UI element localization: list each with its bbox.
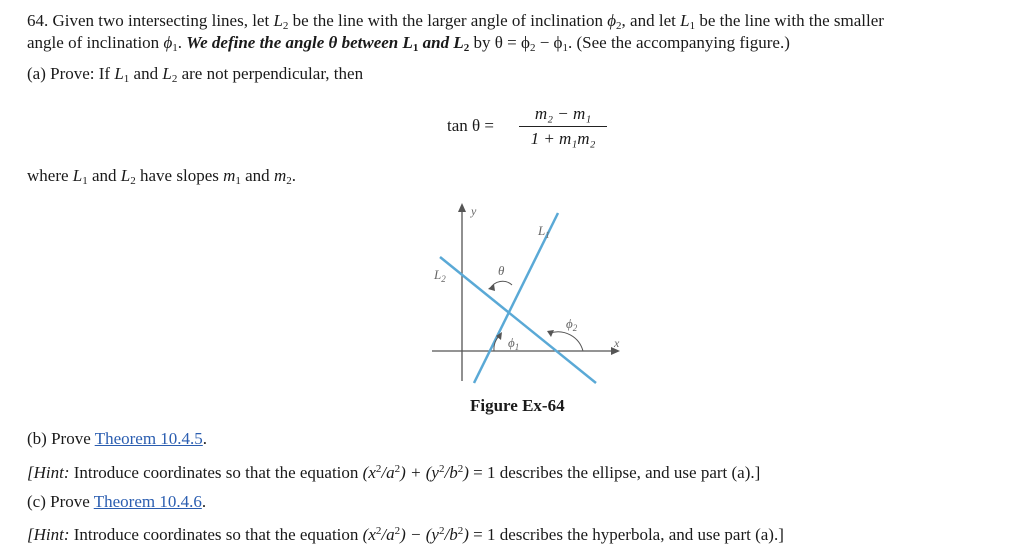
by-text: by θ = ϕ — [473, 33, 530, 52]
theorem-10-4-5-link[interactable]: Theorem 10.4.5 — [94, 429, 203, 448]
see-figure-text: . (See the accompanying figure.) — [568, 33, 790, 52]
L2-symbol: $L_2$ — [273, 11, 289, 32]
phi1-label: $\phi_1$ — [508, 335, 520, 352]
part-b-hint — [27, 459, 760, 483]
equation-fraction — [519, 104, 607, 149]
part-c-hint — [27, 521, 784, 545]
equation-numerator: m₂ − m₁ — [534, 104, 592, 123]
intro-text-2: be the line with the larger angle of inclination — [292, 11, 603, 30]
part-b-label: (b) Prove — [27, 429, 91, 448]
equation-lhs: tan θ = — [447, 116, 494, 135]
figure-ex-64 — [420, 195, 630, 390]
problem-number: 64. — [27, 11, 49, 30]
theorem-10-4-6-link[interactable]: Theorem 10.4.6 — [93, 492, 202, 511]
part-b-suffix: . — [202, 429, 208, 448]
hyperbola-equation: $(x^2/a^2) - (y^2/b^2) = 1$ — [362, 525, 496, 544]
intro-text-3: , and let — [621, 11, 676, 30]
slope-m1: $m_1$ — [223, 166, 241, 187]
where-text: where — [27, 166, 69, 185]
phi2-arc — [550, 332, 583, 351]
part-c-suffix: . — [201, 492, 207, 511]
slopes-and: and — [245, 166, 270, 185]
where-line: where $L_1$ and $L_2$ have slopes $m_1$ and $m_2$. — [27, 166, 296, 187]
where-and: and — [92, 166, 117, 185]
part-c-line — [27, 491, 206, 512]
L1-label: $L_1$ — [538, 223, 550, 240]
L2-symbol-bold: $L_2$ — [453, 33, 470, 54]
L1-symbol-bold: $L_1$ — [402, 33, 419, 54]
intro-text-5: angle of inclination — [27, 33, 160, 52]
problem-line-2: angle of inclination $\phi_1$. We define the angle θ between $L_1$ and $L_2$ by $\theta = \phi_2 - \phi_1$. (See the accompanying figure.) — [27, 33, 790, 54]
phi2-symbol: $\phi_2$ — [607, 11, 622, 32]
figure-caption: Figure Ex-64 — [470, 396, 565, 415]
part-a-and: and — [133, 64, 159, 83]
y-axis-label: y — [471, 204, 477, 218]
part-b-line — [27, 428, 207, 449]
phi1-symbol: $\phi_1$ — [163, 33, 178, 54]
have-slopes-text: have slopes — [140, 166, 219, 185]
x-axis-label: x — [614, 336, 620, 350]
definition-text: We define the angle θ between — [186, 33, 399, 52]
equation-denominator: 1 + m₁m₂ — [530, 129, 596, 148]
theta-label: θ — [498, 263, 505, 278]
hint-label-b: [Hint: — [27, 463, 70, 482]
hint-text-c: Introduce coordinates so that the equation — [73, 525, 359, 544]
L2-label: $L_2$ — [434, 267, 446, 284]
hint-label-c: [Hint: — [27, 525, 70, 544]
phi2-label: $\phi_2$ — [566, 316, 578, 333]
fraction-bar — [519, 126, 607, 127]
hint-end-c: describes the hyperbola, and use part (a).] — [499, 525, 784, 544]
part-c-label: (c) Prove — [27, 492, 90, 511]
slope-m2: $m_2$ — [273, 166, 292, 187]
part-a-condition: are not perpendicular, then — [181, 64, 364, 83]
part-a-line: (a) Prove: If $L_1$ and $L_2$ are not perpendicular, then — [27, 64, 364, 85]
hint-text-b: Introduce coordinates so that the equation — [73, 463, 359, 482]
and-text: and — [422, 33, 450, 52]
intro-text-4: be the line with the smaller — [699, 11, 884, 30]
hint-end-b: describes the ellipse, and use part (a).] — [499, 463, 761, 482]
y-axis-arrow-icon — [458, 203, 466, 212]
ellipse-equation: $(x^2/a^2) + (y^2/b^2) = 1$ — [362, 463, 496, 482]
phi2-arrow-icon — [547, 330, 554, 337]
intro-text-1: Given two intersecting lines, let — [52, 11, 270, 30]
minus-text: − ϕ — [539, 33, 563, 52]
part-a-label: (a) Prove: If — [27, 64, 111, 83]
L1-symbol: $L_1$ — [680, 11, 696, 32]
theta-arrow-icon — [488, 284, 495, 291]
